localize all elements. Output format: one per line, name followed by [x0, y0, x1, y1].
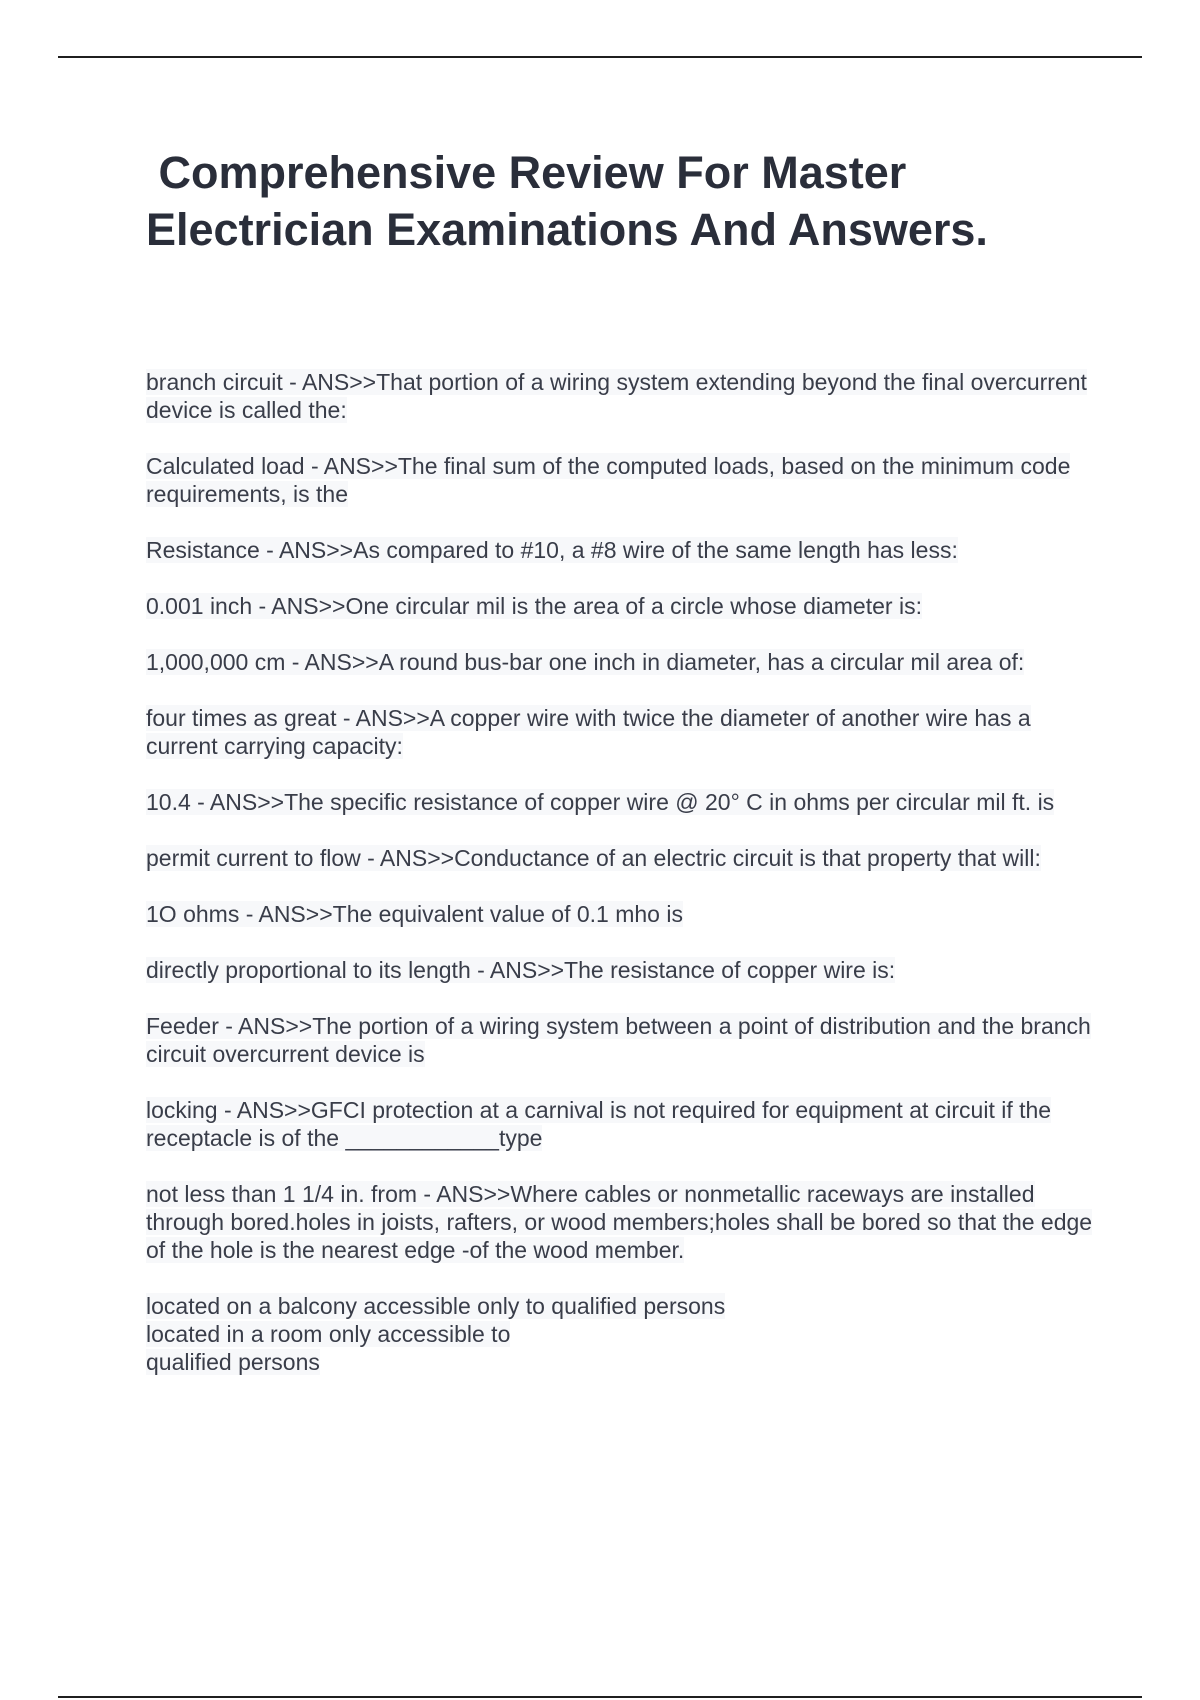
- qa-item: [146, 648, 1096, 676]
- qa-item: [146, 368, 1096, 424]
- qa-item-text: permit current to flow - ANS>>Conductance of an electric circuit is that property that will:: [146, 845, 1041, 871]
- qa-item-text: 10.4 - ANS>>The specific resistance of copper wire @ 20° C in ohms per circular mil ft. is: [146, 789, 1055, 815]
- qa-item: [146, 536, 1096, 564]
- qa-item: [146, 1292, 1096, 1376]
- qa-item: [146, 788, 1096, 816]
- qa-item: [146, 1096, 1096, 1152]
- qa-item-text: locking - ANS>>GFCI protection at a carnival is not required for equipment at circuit if the receptacle is of the ____________type: [146, 1097, 1052, 1151]
- qa-item-text: directly proportional to its length - ANS>>The resistance of copper wire is:: [146, 957, 896, 983]
- qa-item-text: Calculated load - ANS>>The final sum of the computed loads, based on the minimum code requirements, is the: [146, 453, 1071, 507]
- qa-item-text: four times as great - ANS>>A copper wire with twice the diameter of another wire has a current carrying capacity:: [146, 705, 1031, 759]
- qa-item-text: Feeder - ANS>>The portion of a wiring system between a point of distribution and the branch circuit overcurrent device is: [146, 1013, 1091, 1067]
- qa-item: [146, 844, 1096, 872]
- qa-item: [146, 452, 1096, 508]
- qa-item-text: 1,000,000 cm - ANS>>A round bus-bar one inch in diameter, has a circular mil area of:: [146, 649, 1025, 675]
- qa-item: [146, 900, 1096, 928]
- qa-item-text: not less than 1 1/4 in. from - ANS>>Where cables or nonmetallic raceways are installed through bored.holes in joists, rafters, or wood members;holes shall be bored so that the edge of the hole is the nearest edge -of the wood member.: [146, 1181, 1093, 1263]
- qa-item: [146, 956, 1096, 984]
- qa-item-text: 0.001 inch - ANS>>One circular mil is the area of a circle whose diameter is:: [146, 593, 922, 619]
- bottom-divider: [58, 1696, 1142, 1698]
- qa-list: [146, 368, 1096, 1404]
- qa-item-text: located on a balcony accessible only to qualified persons located in a room only accessible to qualified persons: [146, 1293, 726, 1375]
- qa-item-text: branch circuit - ANS>>That portion of a wiring system extending beyond the final overcurrent device is called the:: [146, 369, 1087, 423]
- page-title: Comprehensive Review For Master Electrician Examinations And Answers.: [146, 147, 988, 255]
- top-divider: [58, 56, 1142, 58]
- qa-item: [146, 1180, 1096, 1264]
- qa-item-text: Resistance - ANS>>As compared to #10, a #8 wire of the same length has less:: [146, 537, 958, 563]
- qa-item-text: 1O ohms - ANS>>The equivalent value of 0.1 mho is: [146, 901, 683, 927]
- qa-item: [146, 704, 1096, 760]
- qa-item: [146, 1012, 1096, 1068]
- qa-item: [146, 592, 1096, 620]
